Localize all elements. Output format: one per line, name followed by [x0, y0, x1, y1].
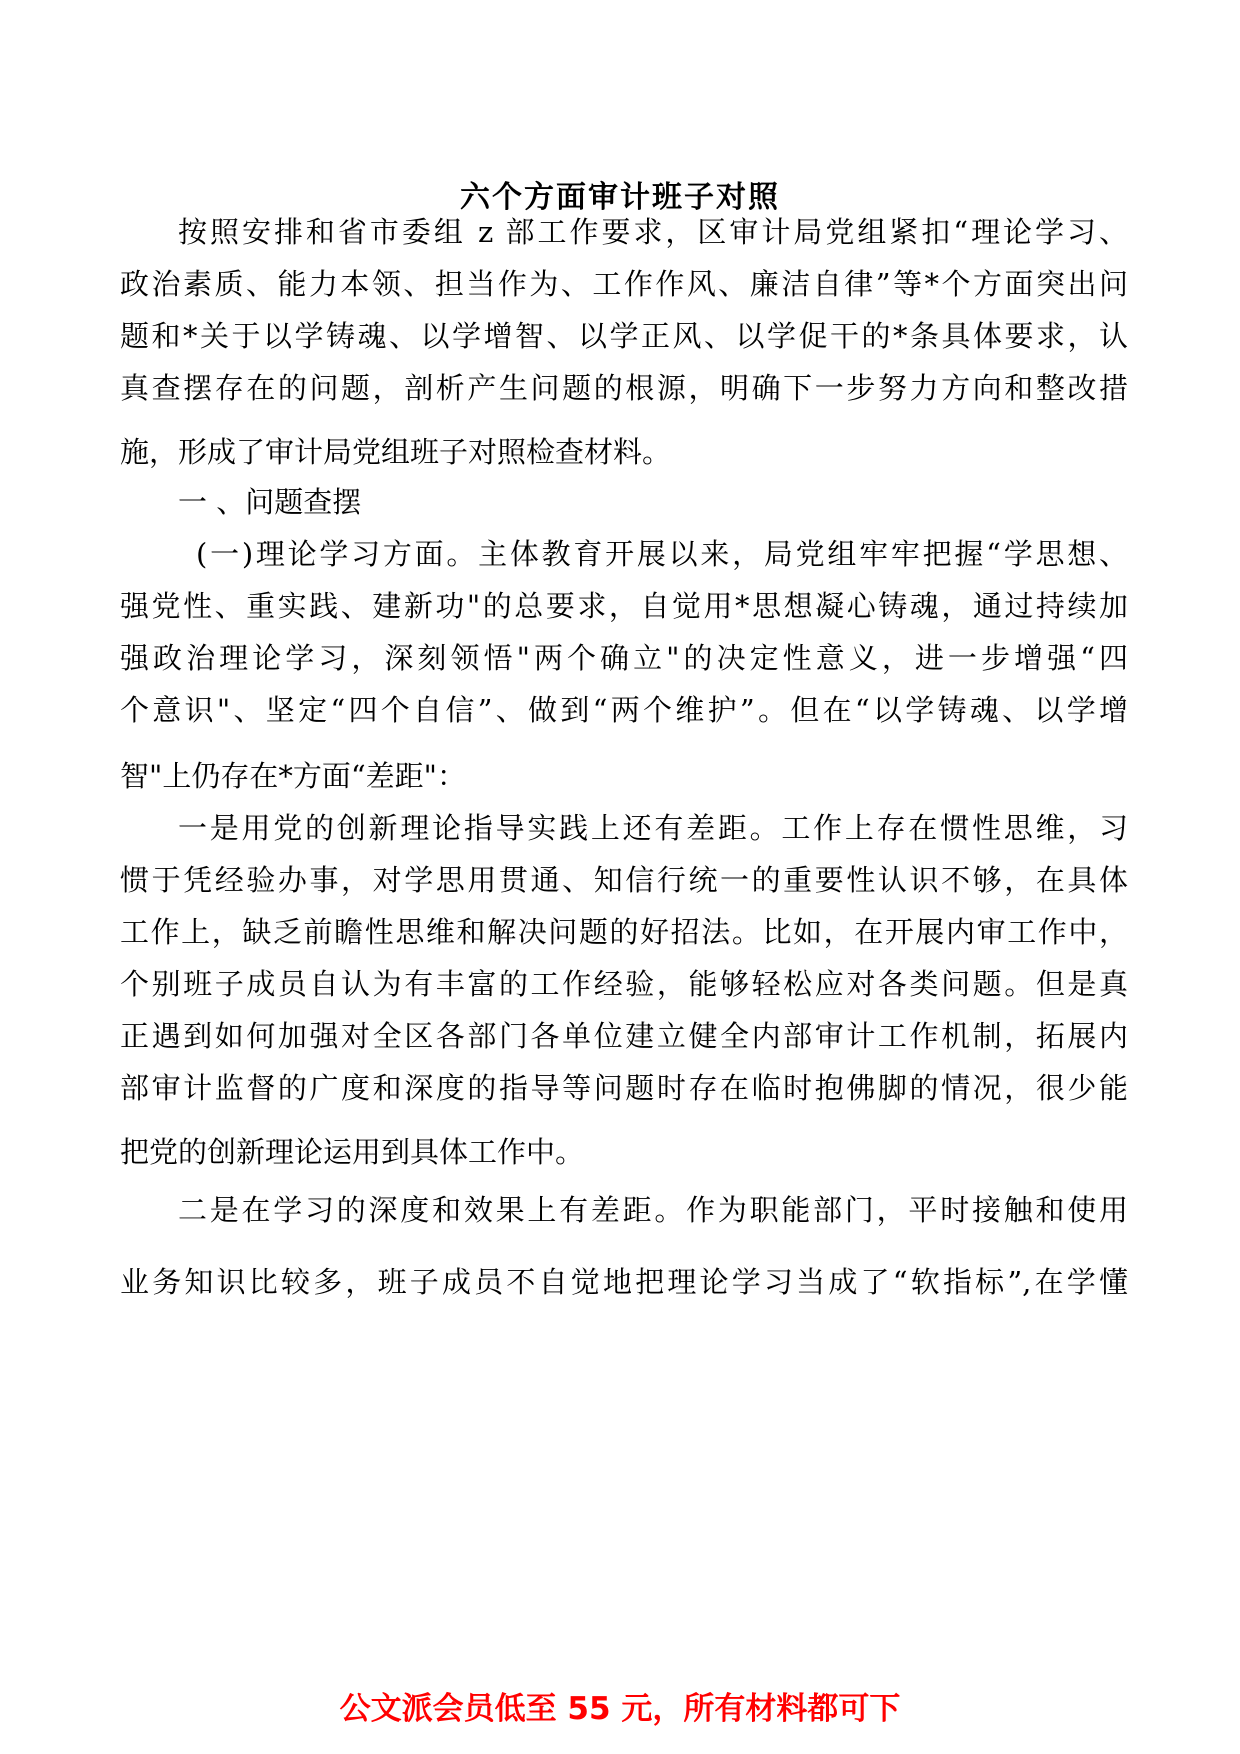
- paragraph-line: 一是用党的创新理论指导实践上还有差距。工作上存在惯性思维，习: [178, 811, 1128, 845]
- paragraph-line: 把党的创新理论运用到具体工作中。: [120, 1135, 585, 1169]
- paragraph-line: 题和*关于以学铸魂、以学增智、以学正风、以学促干的*条具体要求，认: [120, 319, 1128, 353]
- paragraph-line: 工作上，缺乏前瞻性思维和解决问题的好招法。比如，在开展内审工作中，: [120, 915, 1128, 949]
- paragraph-line: 强政治理论学习，深刻领悟"两个确立"的决定性意义，进一步增强“四: [120, 641, 1128, 675]
- paragraph-line: 个意识"、坚定“四个自信”、做到“两个维护”。但在“以学铸魂、以学增: [120, 693, 1128, 727]
- paragraph-line: (一)理论学习方面。主体教育开展以来，局党组牢牢把握“学思想、: [196, 537, 1128, 571]
- paragraph-line: 政治素质、能力本领、担当作为、工作作风、廉洁自律”等*个方面突出问: [120, 267, 1128, 301]
- document-title: 六个方面审计班子对照: [460, 180, 780, 215]
- paragraph-line: 正遇到如何加强对全区各部门各单位建立健全内部审计工作机制，拓展内: [120, 1019, 1128, 1053]
- paragraph-line: 业务知识比较多，班子成员不自觉地把理论学习当成了“软指标”,在学懂: [120, 1265, 1128, 1299]
- paragraph-line: 惯于凭经验办事，对学思用贯通、知信行统一的重要性认识不够，在具体: [120, 863, 1128, 897]
- paragraph-line: 部审计监督的广度和深度的指导等问题时存在临时抱佛脚的情况，很少能: [120, 1071, 1128, 1105]
- paragraph-line: 施，形成了审计局党组班子对照检查材料。: [120, 435, 672, 469]
- section-heading: 一 、问题查摆: [178, 485, 362, 519]
- paragraph-line: 智"上仍存在*方面“差距"：: [120, 759, 467, 793]
- promo-banner: 公文派会员低至 55 元，所有材料都可下: [339, 1691, 901, 1727]
- paragraph-line: 二是在学习的深度和效果上有差距。作为职能部门，平时接触和使用: [178, 1193, 1128, 1227]
- paragraph-line: 真查摆存在的问题，剖析产生问题的根源，明确下一步努力方向和整改措: [120, 371, 1128, 405]
- paragraph-line: 按照安排和省市委组 z 部工作要求，区审计局党组紧扣“理论学习、: [178, 215, 1128, 249]
- paragraph-line: 强党性、重实践、建新功"的总要求，自觉用*思想凝心铸魂，通过持续加: [120, 589, 1128, 623]
- paragraph-line: 个别班子成员自认为有丰富的工作经验，能够轻松应对各类问题。但是真: [120, 967, 1128, 1001]
